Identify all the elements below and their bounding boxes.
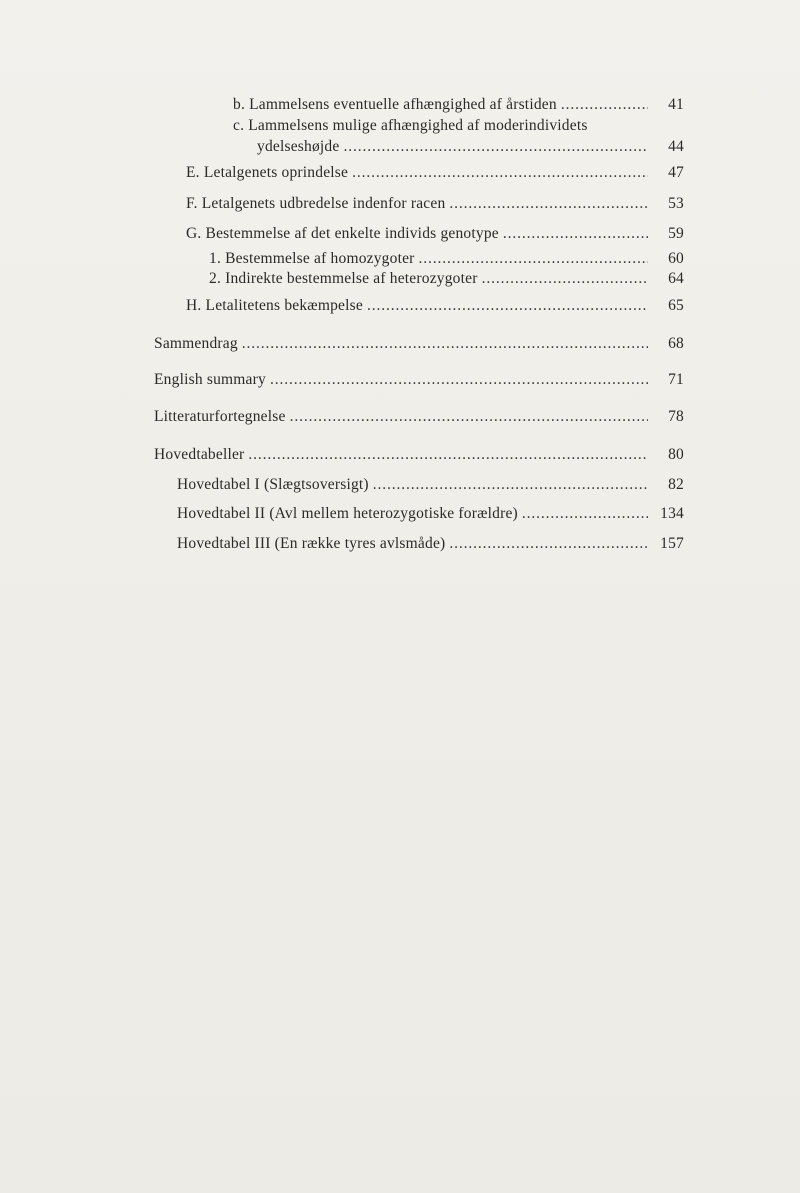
toc-entry-label: Hovedtabel I (Slægtsoversigt) [177,476,369,493]
toc-entry-label: English summary [154,371,266,388]
toc-entry-label: ydelseshøjde [257,138,340,155]
dot-leader [290,408,648,426]
dot-leader [367,297,648,315]
toc-entry-hovedtabel-1[interactable] [177,476,684,494]
toc-entry-g[interactable] [186,225,684,243]
toc-entry-b[interactable] [233,96,684,114]
toc-entry-hovedtabel-3[interactable] [177,535,684,553]
toc-entry-page: 80 [668,446,684,463]
toc-entry-label: b. Lammelsens eventuelle afhængighed af årstiden [233,96,557,113]
toc-entry-label: F. Letalgenets udbredelse indenfor racen [186,195,446,212]
toc-entry-label: c. Lammelsens mulige afhængighed af moderindividets [233,117,588,134]
dot-leader [561,96,648,114]
dot-leader [449,535,648,553]
toc-entry-label: Hovedtabel III (En række tyres avlsmåde) [177,535,446,552]
dot-leader [503,225,648,243]
toc-entry-label: Sammendrag [154,335,238,352]
dot-leader [482,270,648,288]
toc-entry-g1[interactable] [209,250,684,268]
toc-entry-page: 44 [668,138,684,155]
toc-entry-page: 59 [668,225,684,242]
toc-entry-g2[interactable] [209,270,684,288]
toc-entry-label: G. Bestemmelse af det enkelte individs genotype [186,225,499,242]
toc-entry-page: 68 [668,335,684,352]
toc-entry-hovedtabel-2[interactable] [177,505,684,523]
toc-entry-page: 78 [668,408,684,425]
toc-entry-h[interactable] [186,297,684,315]
toc-entry-e[interactable] [186,164,684,182]
toc-entry-label: H. Letalitetens bekæmpelse [186,297,363,314]
dot-leader [352,164,648,182]
toc-entry-page: 64 [668,270,684,287]
toc-entry-english-summary[interactable] [154,371,684,389]
toc-entry-page: 71 [668,371,684,388]
toc-entry-page: 157 [660,535,684,552]
dot-leader [522,505,648,523]
toc-entry-label: 1. Bestemmelse af homozygoter [209,250,415,267]
dot-leader [373,476,648,494]
toc-entry-f[interactable] [186,195,684,213]
dot-leader [270,371,648,389]
toc-entry-label: E. Letalgenets oprindelse [186,164,349,181]
toc-entry-hovedtabeller[interactable] [154,446,684,464]
toc-entry-label: Hovedtabel II (Avl mellem heterozygotiske forældre) [177,505,518,522]
toc-entry-page: 53 [668,195,684,212]
dot-leader [449,195,648,213]
toc-entry-c[interactable] [233,117,588,135]
toc-entry-label: Hovedtabeller [154,446,245,463]
toc-entry-label: 2. Indirekte bestemmelse af heterozygoter [209,270,478,287]
toc-entry-page: 41 [668,96,684,113]
toc-entry-label: Litteraturfortegnelse [154,408,286,425]
dot-leader [343,138,648,156]
toc-entry-page: 134 [660,505,684,522]
toc-entry-c-cont[interactable] [257,138,684,156]
toc-entry-litteratur[interactable] [154,408,684,426]
dot-leader [248,446,648,464]
dot-leader [419,250,648,268]
toc-entry-page: 60 [668,250,684,267]
toc-entry-sammendrag[interactable] [154,335,684,353]
toc-entry-page: 65 [668,297,684,314]
dot-leader [242,335,648,353]
toc-entry-page: 82 [668,476,684,493]
toc-entry-page: 47 [668,164,684,181]
